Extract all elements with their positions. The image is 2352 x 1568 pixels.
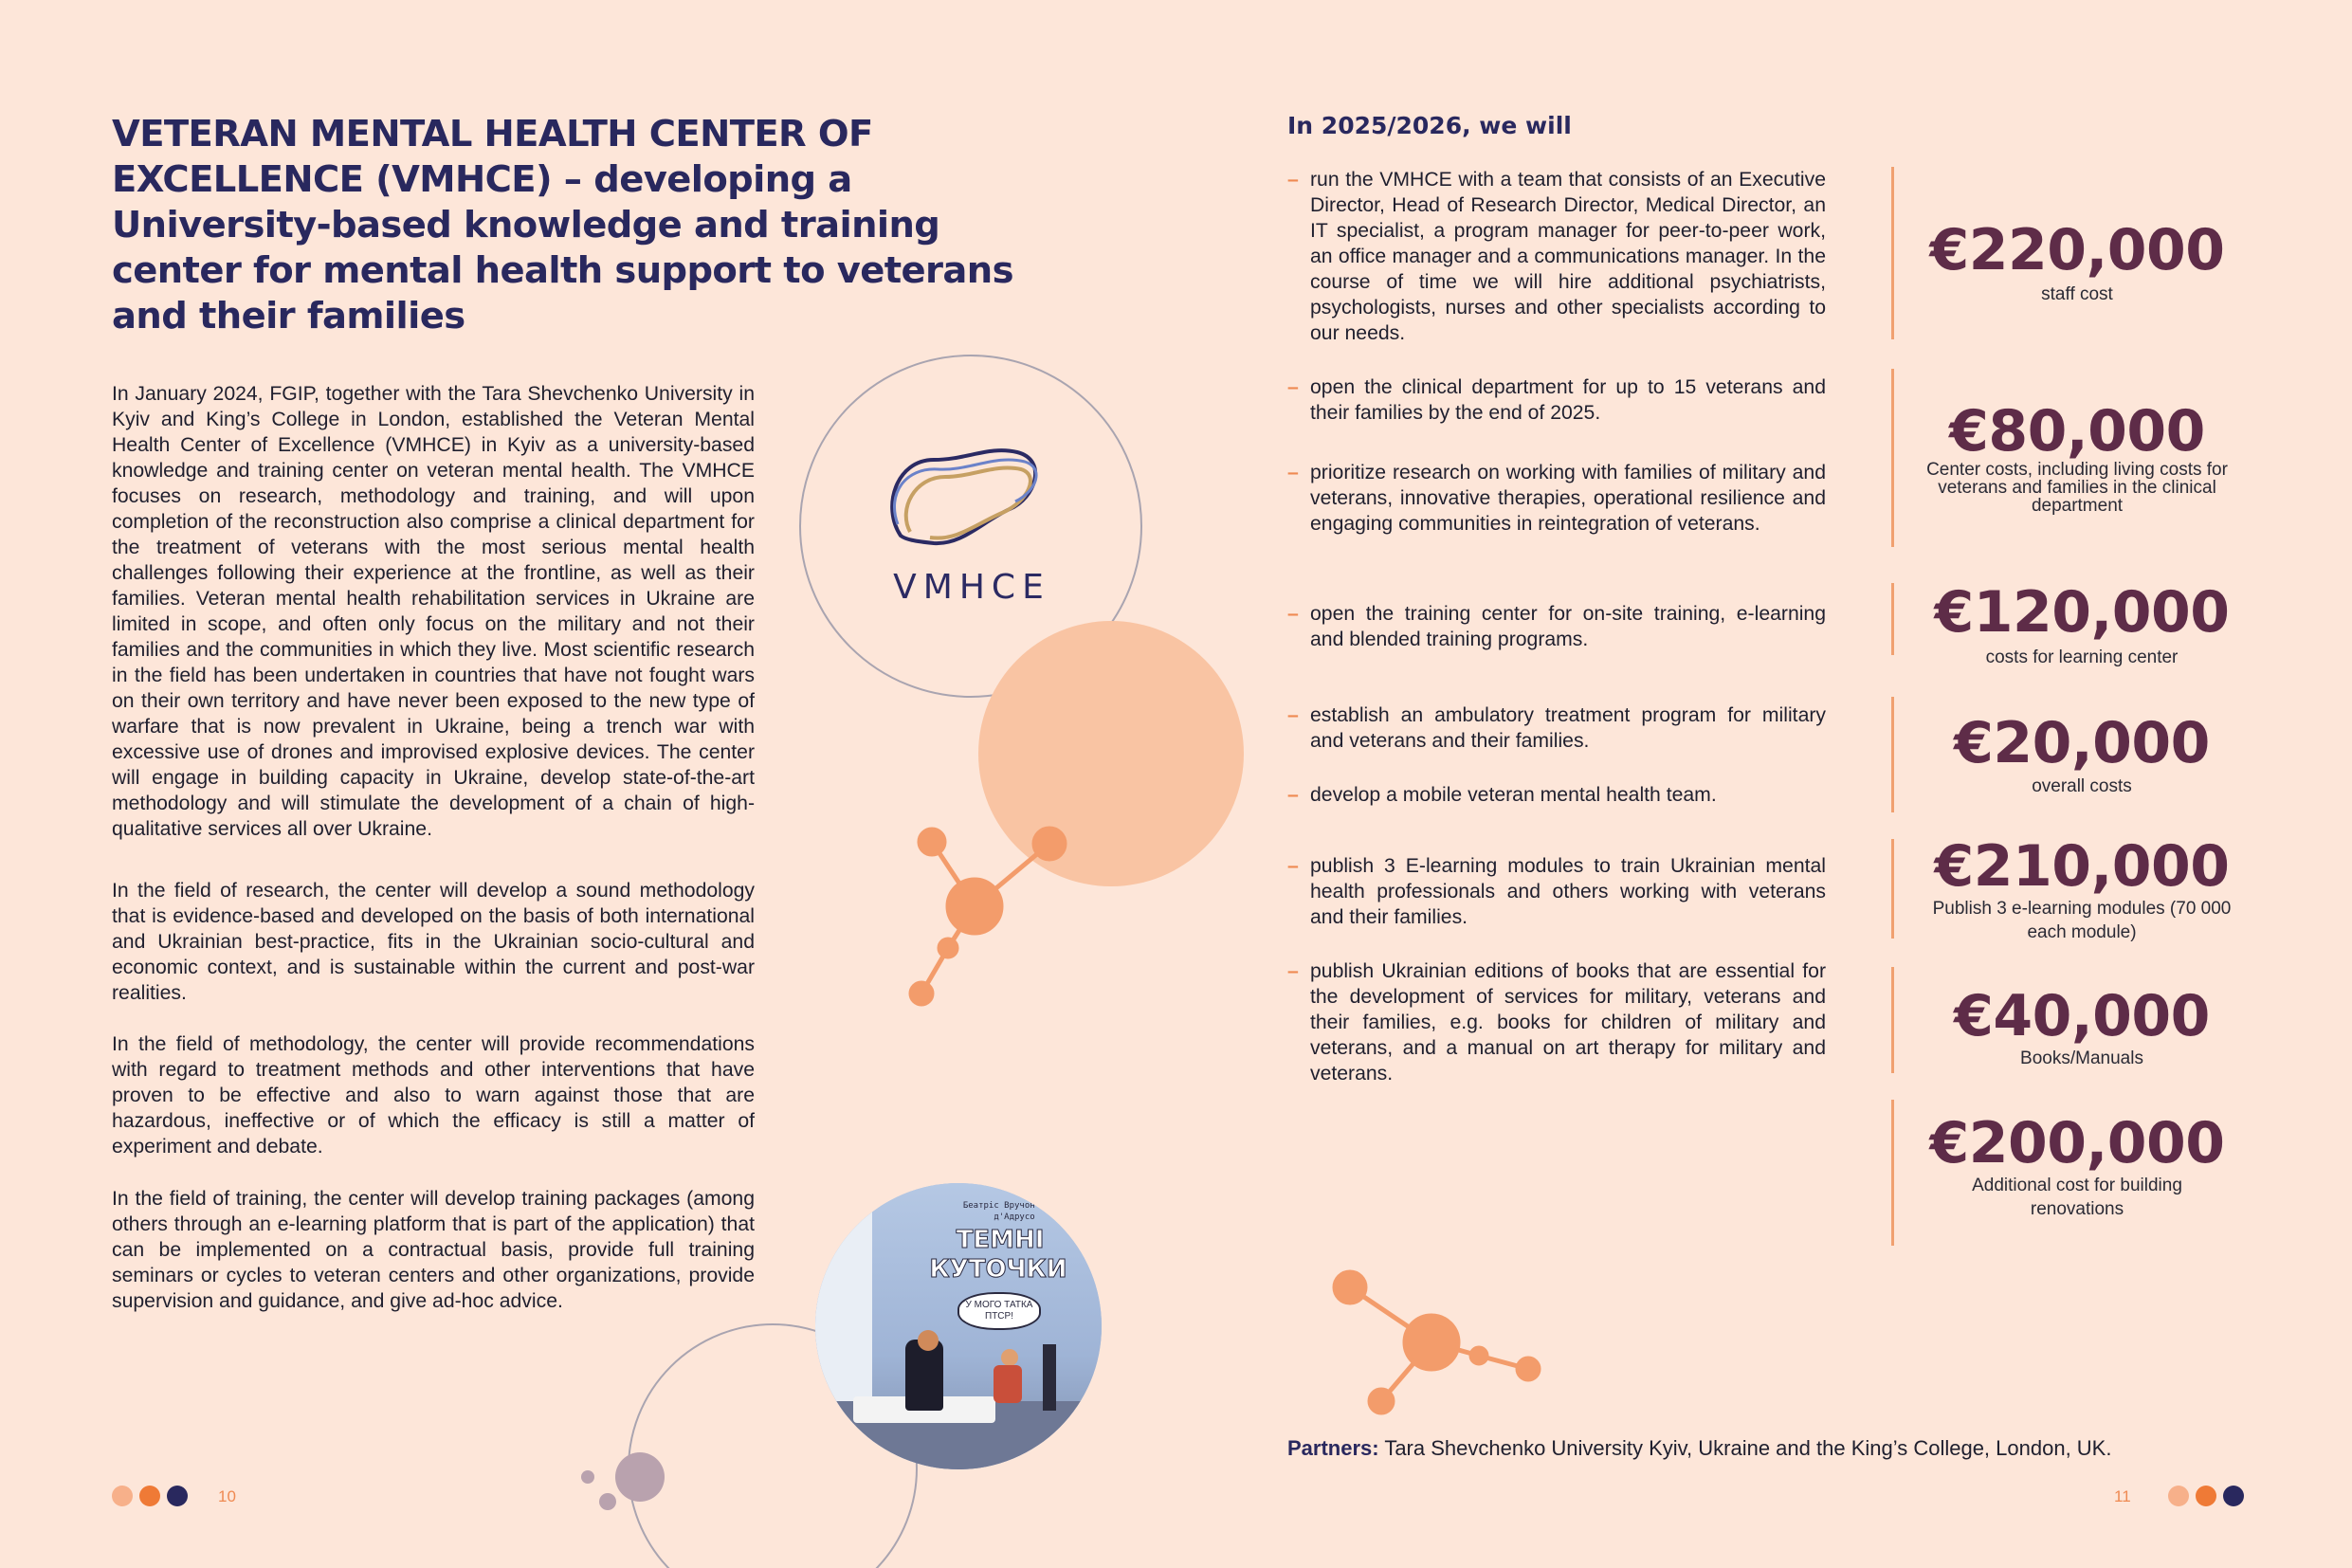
plan-bullet: – develop a mobile veteran mental health team.	[1287, 784, 1717, 806]
separator-line	[1891, 369, 1894, 547]
molecule-icon	[1322, 1261, 1550, 1422]
separator-line	[1891, 839, 1894, 939]
vmhce-logo	[877, 441, 1067, 611]
cost-amount: €120,000	[1934, 579, 2230, 646]
plan-bullet: – run the VMHCE with a team that consists of an Executive Director, Head of Research Director, Medical Director, an IT specialist, a program manager for peer-to-peer work, an office manager and a communications manager. In the course of time we will hire additional psychiatrists, psychologists, nurses and other specialists according to our needs.	[1287, 169, 1826, 344]
book-title-line2: КУТОЧКИ	[929, 1255, 1067, 1284]
cost-amount: €220,000	[1929, 217, 2225, 283]
footer-dot-navy	[167, 1486, 188, 1506]
cost-label: Publish 3 e-learning modules (70 000 each module)	[1932, 899, 2232, 942]
cost-label: costs for learning center	[1985, 647, 2179, 667]
book-authors: Беатріс Вручон Вікто д'Адрусо	[962, 1201, 1067, 1222]
page-title: VETERAN MENTAL HEALTH CENTER OF EXCELLENCE (VMHCE) – developing a University-based knowledge and training center for mental health support to veterans and their families	[112, 113, 1013, 337]
footer-dot-light	[112, 1486, 133, 1506]
plan-bullet: – open the training center for on-site training, e-learning and blended training programs.	[1287, 603, 1826, 650]
logo-text: VMHCE	[893, 568, 1050, 607]
plan-heading: In 2025/2026, we will	[1287, 112, 1572, 139]
book-cover-image	[815, 1183, 1102, 1469]
methodology-paragraph: In the field of methodology, the center will provide recommendations with regard to treatment methods and other interventions that have proven to be effective and also to warn against those that are hazardous, ineffective or of which the efficacy is still a matter of experiment and debate.	[112, 1033, 755, 1158]
cost-label: overall costs	[2032, 776, 2132, 796]
cost-amount: €200,000	[1929, 1110, 2225, 1176]
partners-line	[1287, 1436, 2111, 1461]
separator-line	[1891, 167, 1894, 339]
footer-dot-orange	[2196, 1486, 2216, 1506]
intro-paragraph: In January 2024, FGIP, together with the Tara Shevchenko University in Kyiv and King’s College in London, established the Veteran Mental Health Center of Excellence (VMHCE) in Kyiv as a university-based knowledge and training center on veteran mental health. The VMHCE focuses on research, methodology and training, and will upon completion of the reconstruction also comprise a clinical department for the treatment of veterans with the most serious mental health challenges following their experience at the frontline, as well as their families. Veteran mental health rehabilitation services in Ukraine are limited in scope, and often only focus on the military and not their families and the communities in which they live. Most scientific research in the field has been undertaken in countries that have not fought wars on their own territory and have never been exposed to the new type of warfare that is now prevalent in Ukraine, being a trench war with excessive use of drones and improvised explosive devices. The center will engage in building capacity in Ukraine, develop state-of-the-art methodology and will stimulate the development of a chain of high-qualitative services all over Ukraine.	[112, 383, 755, 840]
cost-amount: €40,000	[1954, 983, 2210, 1049]
separator-line	[1891, 697, 1894, 812]
plan-bullet: – open the clinical department for up to 15 veterans and their families by the end of 2025.	[1287, 376, 1826, 424]
footer-dot-navy	[2223, 1486, 2244, 1506]
plan-bullet: – prioritize research on working with families of military and veterans, innovative therapies, operational resilience and engaging communities in reintegration of veterans.	[1287, 462, 1826, 535]
separator-line	[1891, 1100, 1894, 1246]
page-number-left: 10	[218, 1487, 236, 1505]
plan-bullet: – publish Ukrainian editions of books that are essential for the development of services for military, veterans and their families, e.g. books for children of military and veterans, and a manual on art therapy for military and veterans.	[1287, 960, 1826, 1085]
cost-amount: €210,000	[1934, 833, 2230, 900]
cost-amount: €20,000	[1954, 710, 2210, 776]
partners-label: Partners:	[1287, 1436, 1379, 1460]
separator-line	[1891, 583, 1894, 655]
page-number-right: 11	[2114, 1487, 2131, 1505]
training-paragraph: In the field of training, the center will develop training packages (among others through an e-learning platform that is part of the application) that can be implemented on a contractual basis, provide full training seminars or cycles to veteran centers and other organizations, provide supervision and guidance, and give ad-hoc advice.	[112, 1188, 755, 1312]
plan-bullet: – establish an ambulatory treatment program for military and veterans and their families.	[1287, 704, 1826, 752]
brain-logo-icon	[877, 441, 1067, 564]
cost-label: staff cost	[2041, 284, 2113, 304]
partners-text: Tara Shevchenko University Kyiv, Ukraine and the King’s College, London, UK.	[1384, 1436, 2112, 1460]
cost-label: Books/Manuals	[2020, 1048, 2143, 1068]
separator-line	[1891, 967, 1894, 1073]
research-paragraph: In the field of research, the center will develop a sound methodology that is evidence-based and developed on the basis of both international and Ukrainian best-practice, fits in the Ukrainian socio-cultural and economic context, and is sustainable within the current and post-war realities.	[112, 880, 755, 1004]
molecule-icon	[901, 815, 1071, 1014]
book-speech-bubble: У МОГО ТАТКА ПТСР!	[957, 1292, 1041, 1330]
cost-amount: €80,000	[1949, 398, 2205, 465]
cost-label: Center costs, including living costs for veterans and families in the clinical department	[1926, 460, 2228, 516]
book-title-line1: ТЕМНІ	[956, 1226, 1045, 1254]
plan-bullet: – publish 3 E-learning modules to train Ukrainian mental health professionals and others working with veterans and their families.	[1287, 855, 1826, 928]
footer-dot-light	[2168, 1486, 2189, 1506]
footer-dot-orange	[139, 1486, 160, 1506]
cost-label: Additional cost for building renovations	[1972, 1176, 2182, 1219]
